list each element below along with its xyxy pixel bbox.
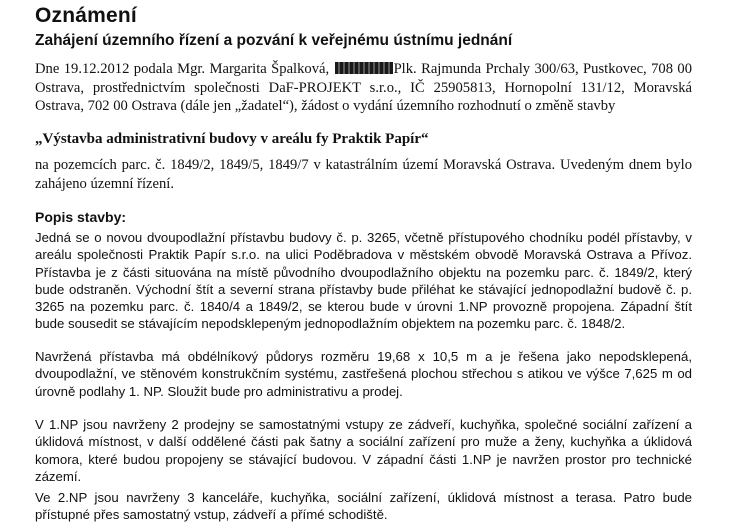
intro-text-start: Dne 19.12.2012 podala Mgr. Margarita Špalková, (35, 61, 330, 77)
page-title: Oznámení (35, 4, 137, 27)
description-paragraph-1: Jedná se o novou dvoupodlažní přístavbu budovy č. p. 3265, včetně přístupového chodníku podél přístavby, v areálu společnosti Praktik Papír s.r.o. na ulici Poděbradova v městském obvodě Moravská Ostrava a Přívoz. Přístavba je z části situována na místě původního dvoupodlažního objektu na pozemku parc. č. 1849/2, který bude odstraněn. Východní štít a severní strana přístavby bude přiléhat ke stávající jednopodlažní budově č. p. 3265 na pozemku parc. č. 1840/4 a 1849/2, se kterou bude v úrovni 1.NP provozně propojena. Západní štít bude sousedit se stávajícím nepodsklepeným jednopodlažním objektem na pozemku parc. č. 1848/2. (35, 230, 692, 332)
redaction-mark (335, 62, 393, 74)
section-heading: Popis stavby: (35, 209, 127, 225)
description-paragraph-2: Navržená přístavba má obdélníkový půdorys rozměru 19,68 x 10,5 m a je řešena jako nepodsklepená, dvoupodlažní, ve stěnovém konstrukčním systému, zastřešená plochou střechou s atikou ve výšce 7,625 m od úrovně podlahy 1. NP. Sloužit bude pro administrativu a prodej. (35, 349, 692, 399)
description-paragraph-3: V 1.NP jsou navrženy 2 prodejny se samostatnými vstupy ze zádveří, kuchyňka, společné sociální zařízení a úklidová místnost, v další oddělené části pak šatny a sociální zařízení pro muže a ženy, kuchyňka a úklidová komora, které budou propojeny se stávající budovou. V západní části 1.NP je navržen prostor pro technické zázemí. (35, 417, 692, 484)
project-name: „Výstavba administrativní budovy v areálu fy Praktik Papír“ (35, 131, 429, 147)
intro-text-end: Plk. Rajmunda Prchaly 300/63, Pustkovec, 708 00 Ostrava, prostřednictvím společnosti DaF-PROJEKT s.r.o., IČ 25905813, Hornopolní 131/12, Moravská Ostrava, 702 00 Ostrava (dále jen „žadatel“), žádost o vydání územního rozhodnutí o změně stavby (35, 61, 693, 115)
description-paragraph-4: Ve 2.NP jsou navrženy 3 kanceláře, kuchyňka, sociální zařízení, úklidová místnost a terasa. Patro bude přístupné přes samostatný vstup, zádveří a přímé schodiště. (35, 490, 692, 523)
page-subtitle: Zahájení územního řízení a pozvání k veřejnému ústnímu jednání (35, 32, 513, 49)
location-paragraph: na pozemcích parc. č. 1849/2, 1849/5, 1849/7 v katastrálním území Moravská Ostrava. Uvedeným dnem bylo zahájeno územní řízení. (35, 157, 692, 192)
intro-paragraph (35, 60, 692, 116)
